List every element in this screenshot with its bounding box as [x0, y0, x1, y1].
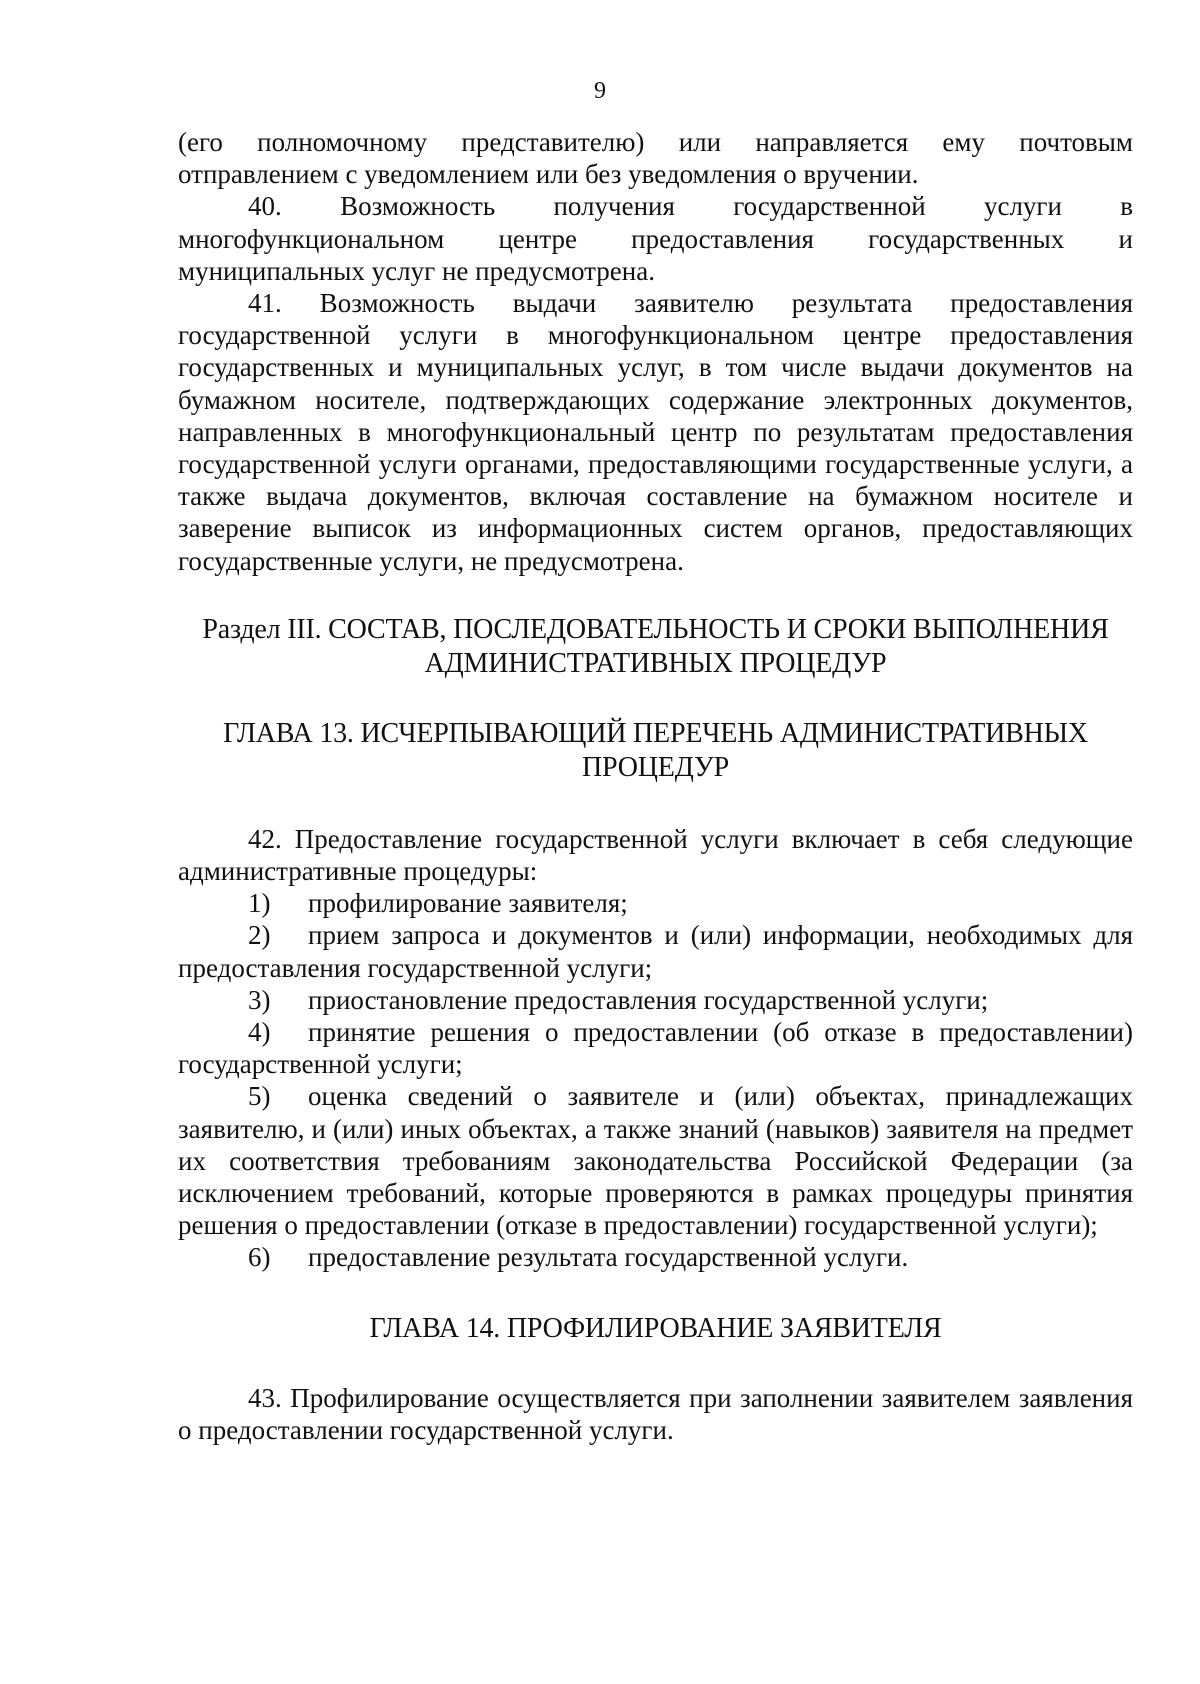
procedure-text: профилирование заявителя;	[308, 888, 628, 919]
procedure-text: прием запроса и документов и (или) информации, необходимых для предоставления государственной услуги;	[178, 920, 1133, 983]
procedure-number: 1)	[248, 888, 271, 919]
procedure-number: 4)	[248, 1017, 271, 1048]
section-3-heading-line1: Раздел III. СОСТАВ, ПОСЛЕДОВАТЕЛЬНОСТЬ И СРОКИ ВЫПОЛНЕНИЯ	[202, 613, 1109, 645]
section-3-heading-line2: АДМИНИСТРАТИВНЫХ ПРОЦЕДУР	[424, 647, 887, 679]
paragraph-41: 41. Возможность выдачи заявителю результата предоставления государственной услуги в многофункциональном центре предоставления государственных и муниципальных услуг, в том числе выдачи документов на бумажном носителе, подтверждающих содержание электронных документов, направленных в многофункциональный центр по результатам предоставления государственной услуги органами, предоставляющими государственные услуги, а также выдача документов, включая составление на бумажном носителе и заверение выписок из информационных систем органов, предоставляющих государственные услуги, не предусмотрена.	[178, 288, 1133, 576]
procedure-item	[178, 984, 1133, 1016]
procedure-text: принятие решения о предоставлении (об отказе в предоставлении) государственной услуги;	[178, 1017, 1133, 1080]
chapter-13-heading-line1: ГЛАВА 13. ИСЧЕРПЫВАЮЩИЙ ПЕРЕЧЕНЬ АДМИНИСТРАТИВНЫХ	[223, 717, 1088, 749]
chapter-14-heading: ГЛАВА 14. ПРОФИЛИРОВАНИЕ ЗАЯВИТЕЛЯ	[369, 1312, 942, 1344]
procedure-number: 6)	[248, 1242, 271, 1273]
page-number: 9	[594, 78, 606, 104]
procedure-text: приостановление предоставления государственной услуги;	[308, 984, 989, 1015]
paragraph-continuation: (его полномочному представителю) или направляется ему почтовым отправлением с уведомлением или без уведомления о вручении.	[178, 127, 1133, 190]
chapter-13-heading-line2: ПРОЦЕДУР	[582, 751, 729, 783]
section-3-heading	[178, 613, 1133, 681]
procedure-item	[178, 919, 1133, 983]
procedure-item	[178, 1016, 1133, 1080]
procedure-number: 3)	[248, 984, 271, 1015]
paragraph-40: 40. Возможность получения государственной услуги в многофункциональном центре предоставления государственных и муниципальных услуг не предусмотрена.	[178, 191, 1133, 286]
procedure-text: оценка сведений о заявителе и (или) объектах, принадлежащих заявителю, и (или) иных объектах, а также знаний (навыков) заявителя на предмет их соответствия требованиям законодательства Российской Федерации (за исключением требований, которые проверяются в рамках процедуры принятия решения о предоставлении (отказе в предоставлении) государственной услуги);	[178, 1081, 1133, 1241]
paragraph-43: 43. Профилирование осуществляется при заполнении заявителем заявления о предоставлении государственной услуги.	[178, 1382, 1133, 1445]
procedure-number: 5)	[248, 1081, 271, 1112]
page-content	[178, 126, 1133, 1446]
chapter-13-heading	[178, 717, 1133, 785]
procedure-text: предоставление результата государственной услуги.	[308, 1242, 909, 1273]
procedure-item	[178, 1080, 1133, 1241]
paragraph-42-intro: 42. Предоставление государственной услуги включает в себя следующие административные процедуры:	[178, 823, 1133, 887]
procedure-number: 2)	[248, 920, 271, 951]
procedure-item	[178, 1241, 1133, 1273]
procedure-item	[178, 887, 1133, 919]
